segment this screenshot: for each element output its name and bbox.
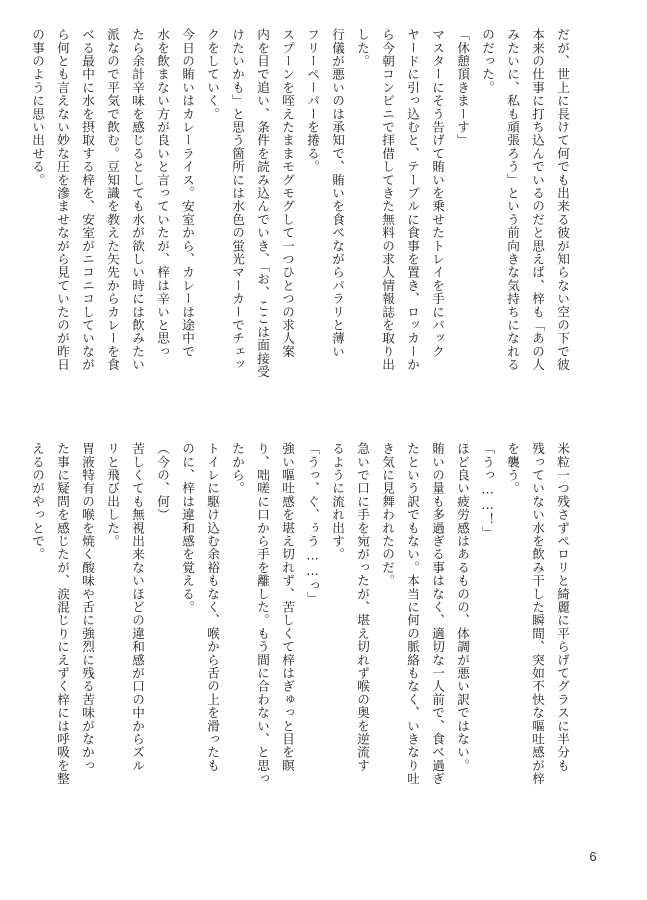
text-line: クをしていく。 [205,28,220,121]
text-line: だが、世上に長けて何でも出来る彼が知らない空の下で彼 [555,28,570,372]
text-line: り、咄嗟に口から手を離した。もう間に合わない、と思っ [255,442,270,786]
text-line: スプーンを咥えたままモグモグして一つひとつの求人案 [280,28,295,358]
text-line: のに、梓は違和感を覚える。 [180,442,195,614]
text-line: 「うっ……！」 [480,442,495,540]
text-line: ら何とも言えない妙な圧を滲ませながら見ていたのが昨日 [55,28,70,372]
text-line: 本来の仕事に打ち込んでいるのだと思えば、梓も「あの人 [530,28,545,372]
text-line: た事に疑問を感じたが、涙混じりにえずく梓には呼吸を整 [55,442,70,786]
text-line: 今日の賄いはカレーライス。安室から、カレーは途中で [180,28,195,358]
text-line: マスターにそう告げて賄いを乗せたトレイを手にバック [430,28,445,358]
text-line: 賄いの量も多過ぎる事はなく、適切な一人前で、食べ過ぎ [430,442,445,786]
text-line: を襲う。 [505,442,520,495]
text-line: 内を目で追い、条件を読み込んでいき、「お、ここは面接受 [255,28,270,379]
text-line: した。 [355,28,370,68]
text-line: （今の、何） [155,442,170,522]
text-line: ヤードに引っ込むと、テーブルに食事を置き、ロッカーか [405,28,420,372]
text-line: けたいかも」と思う箇所には水色の蛍光マーカーでチェッ [230,28,245,372]
text-block-bottom [30,442,575,822]
text-line: 米粒一つ残さずペロリと綺麗に平らげてグラスに半分も [555,442,570,772]
text-line: るように流れ出す。 [330,442,345,561]
text-line: べる最中に水を摂取する梓を、安室がニコニコしていなが [80,28,95,372]
text-line: 「うっ、ぐ、ぅう……っ」 [305,442,320,606]
text-line: 残っていない水を飲み干した瞬間、突如不快な嘔吐感が梓 [530,442,545,786]
text-line: 急いで口に手を宛がったが、堪え切れず喉の奥を逆流す [355,442,370,772]
text-line: トイレに駆け込む余裕もなく、喉から舌の上を滑ったも [205,442,220,772]
text-line: フリーペーパーを捲る。 [305,28,320,174]
text-line: たら余計辛味を感じるとしても水が欲しい時には飲みたい [130,28,145,372]
text-line: 派なので平気で飲む。豆知識を教えた矢先からカレーを食 [105,28,120,372]
text-block-top [30,28,575,400]
text-line: えるのがやっとで。 [30,442,45,561]
text-line: たから。 [230,442,245,495]
text-line: 行儀が悪いのは承知で、賄いを食べながらパラリと薄い [330,28,345,358]
text-line: リと飛び出した。 [105,442,120,548]
text-line: たという訳でもない。本当に何の脈絡もなく、いきなり吐 [405,442,420,786]
text-line: のだった。 [480,28,495,94]
text-line: 強い嘔吐感を堪え切れず、苦しくて梓はぎゅっと目を瞑 [280,442,295,772]
text-line: ほど良い疲労感はあるものの、体調が悪い訳ではない。 [455,442,470,772]
text-line: ら今朝コンビニで拝借してきた無料の求人情報誌を取り出 [380,28,395,372]
text-line: みたいに、私も頑張ろう」という前向きな気持ちになれる [505,28,520,372]
text-line: 水を飲まない方が良いと言っていたが、梓は辛いと思っ [155,28,170,358]
text-line: き気に見舞われたのだ。 [380,442,395,588]
page-number: 6 [589,849,597,864]
text-line: 胃液特有の喉を焼く酸味や舌に強烈に残る苦味がなかっ [80,442,95,772]
text-line: の事のように思い出せる。 [30,28,45,187]
text-line: 苦しくても無視出来ないほどの違和感が口の中からズル [130,442,145,772]
text-line: 「休憩頂きまーす」 [455,28,470,147]
